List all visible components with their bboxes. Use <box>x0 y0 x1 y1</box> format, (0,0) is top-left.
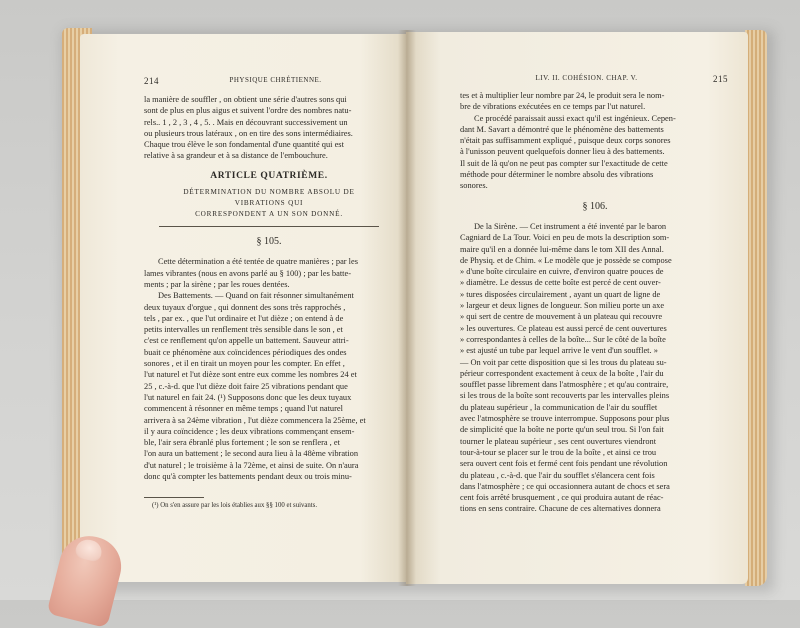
text-line: » les ouvertures. Ce plateau est aussi percé de cent ouvertures <box>460 323 667 333</box>
text-line: l'ut naturel et l'ut dièze sont entre eux comme les nombres 24 et <box>144 370 357 380</box>
text-line: du plateau , c.-à-d. que l'air du soufflet s'élancera cent fois <box>460 470 655 480</box>
text-line: d'ut naturel ; le troisième à la 72ème, et ainsi de suite. On n'aura <box>144 460 359 470</box>
text-line: sera ouvert cent fois et fermé cent fois pendant une révolution <box>460 459 668 469</box>
text-line: méthode pour déterminer le nombre absolu des vibrations <box>460 170 654 180</box>
text-line: tes et à multiplier leur nombre par 24, le produit sera le nom- <box>460 91 665 100</box>
article-title: ARTICLE QUATRIÈME. <box>210 170 328 181</box>
text-line: Il suit de là qu'on ne peut pas compter sur l'exactitude de cette <box>460 158 668 168</box>
footnote-rule <box>144 497 204 498</box>
article-subtitle <box>159 187 379 227</box>
page-edges-right <box>745 30 767 586</box>
text-line: du plateau supérieur , la communication de l'air du soufflet <box>460 402 658 412</box>
text-line: lames vibrantes (nous en avons parlé au § 100) ; par les batte- <box>144 268 351 278</box>
left-page <box>80 34 406 582</box>
text-line: Ce procédé paraissait aussi exact qu'il est ingénieux. Cepen- <box>474 113 676 123</box>
text-line: c'est ce renflement qu'on appelle un battement. Sauveur attri- <box>144 336 349 346</box>
subtitle-line: CORRESPONDENT A UN SON DONNÉ. <box>195 210 343 219</box>
footnote: (¹) On s'en assure par les lois établies aux §§ 100 et suivants. <box>152 502 318 509</box>
text-line: Cette détermination a été tentée de quatre manières ; par les <box>158 257 358 267</box>
text-line: l'ut naturel en fait 24. (¹) Supposons donc que les deux tuyaux <box>144 392 352 402</box>
text-line: ble, l'air sera ébranlé plus fortement ; le son se renflera , et <box>144 438 340 448</box>
text-line: tels , par ex. , que l'ut ordinaire et l'ut dièze ; on entend à de <box>144 313 344 323</box>
text-line: De la Sirène. — Cet instrument a été inventé par le baron <box>474 221 667 231</box>
text-line: sonores , et il en tirait un moyen pour les compter. En effet , <box>144 359 345 369</box>
section-number: § 105. <box>256 236 282 248</box>
left-running-title: PHYSIQUE CHRÉTIENNE. <box>229 76 322 84</box>
right-page <box>406 32 748 584</box>
text-line: » largeur et deux lignes de longueur. Son milieu porte un axe <box>460 301 665 311</box>
text-line: » est ajusté un tube par lequel arrive le vent d'un soufflet. » <box>460 346 658 356</box>
text-line: sont de plus en plus aigus et suivent l'ordre des nombres natu- <box>144 106 352 116</box>
text-line: 25 , c.-à-d. que l'ut dièze doit faire 25 vibrations pendant que <box>144 381 348 391</box>
text-line: donc qu'à compter les battements pendant deux ou trois minu- <box>144 472 352 482</box>
text-line: tour-à-tour se placer sur le trou de la boîte , et ainsi ce trou <box>460 447 657 457</box>
text-line: dans l'atmosphère ; ce qui occasionnera autant de chocs et sera <box>460 481 670 491</box>
text-line: — On voit par cette disposition que si les trous du plateau su- <box>460 357 667 367</box>
right-running-title: LIV. II. COHÉSION. CHAP. V. <box>535 74 638 82</box>
right-page-text <box>460 90 730 515</box>
right-page-number: 215 <box>712 74 728 84</box>
text-line: tourner le plateau supérieur , ses cent ouvertures viendront <box>460 436 657 446</box>
text-line: ments ; par la sirène ; par les roues dentées. <box>144 279 290 289</box>
text-line: » tures disposées circulairement , ayant un quart de ligne de <box>460 289 661 299</box>
left-running-head <box>144 76 392 86</box>
text-line: avec l'atmosphère se trouve interrompue. Supposons pour plus <box>460 414 670 424</box>
text-line: il y aura coïncidence ; les deux vibrations commençant ensem- <box>144 426 355 436</box>
left-page-text <box>144 94 394 482</box>
text-line: Des Battements. — Quand on fait résonner simultanément <box>158 291 354 301</box>
text-line: Chaque trou élève le son fondamental d'une quantité qui est <box>144 140 344 150</box>
text-line: de simplicité que la boîte ne porte qu'un seul trou. Si l'on fait <box>460 425 664 435</box>
book-gutter <box>398 30 416 586</box>
text-line: l'on aura un battement ; le second aura lieu à la 48ème vibration <box>144 449 359 459</box>
text-line: dant M. Savart a démontré que le phénomène des battements <box>460 124 664 134</box>
text-line: périeur correspondent exactement à ceux de la boîte , l'air du <box>460 368 664 378</box>
text-line: petits intervalles un renflement très sensible dans le son , et <box>144 325 343 335</box>
right-running-head <box>460 74 728 84</box>
text-line: si les trous de la boîte sont recouverts par les intervalles pleins <box>460 391 670 401</box>
text-line: » qui sert de centre de mouvement à un plateau qui recouvre <box>460 312 663 322</box>
text-line: n'était pas suffisamment expliqué , puisque deux corps sonores <box>460 136 671 146</box>
text-line: rels.. 1 , 2 , 3 , 4 , 5. . Mais en découvrant successivement un <box>144 117 348 127</box>
left-page-number: 214 <box>144 76 159 86</box>
text-line: soufflet passe librement dans l'atmosphère ; et qu'au contraire, <box>460 380 669 390</box>
subtitle-line: DÉTERMINATION DU NOMBRE ABSOLU DE VIBRATIONS QUI <box>183 188 355 208</box>
text-line: commencent à résonner en même temps ; quand l'ut naturel <box>144 404 343 414</box>
text-line: à l'unisson peuvent quelquefois donner lieu à des battements. <box>460 147 665 157</box>
text-line: tions en sens contraire. Chacune de ces alternatives donnera <box>460 504 661 514</box>
text-line: Cagniard de La Tour. Voici en peu de mots la description som- <box>460 233 670 243</box>
text-line: arrivera à sa 24ème vibration , l'ut dièze commencera la 25ème, et <box>144 415 366 425</box>
text-line: » correspondantes à celles de la boîte... Sur le côté de la boîte <box>460 334 666 344</box>
text-line: de Physiq. et de Chim. « Le modèle que je possède se compose <box>460 255 672 265</box>
section-number: § 106. <box>582 200 608 212</box>
text-line: sonores. <box>460 181 488 191</box>
text-line: » d'une boîte circulaire en cuivre, d'environ quatre pouces de <box>460 267 664 277</box>
text-line: la manière de souffler , on obtient une série d'autres sons qui <box>144 95 347 104</box>
text-line: » diamètre. Le dessus de cette boîte est percé de cent ouver- <box>460 278 661 288</box>
text-line: deux tuyaux d'orgue , qui donnent des sons très rapprochés , <box>144 302 346 312</box>
text-line: buait ce phénomène aux coïncidences périodiques des ondes <box>144 347 347 357</box>
text-line: relative à sa grandeur et à sa distance de l'embouchure. <box>144 151 328 161</box>
text-line: bre de vibrations exécutées en ce temps par l'ut naturel. <box>460 102 646 112</box>
text-line: maire qu'il en a donnée lui-même dans le tom XII des Annal. <box>460 244 664 254</box>
text-line: ou plusieurs trous latéraux , on en tire des sons intermédiaires. <box>144 128 353 138</box>
text-line: cent fois arrêté brusquement , ce qui produira autant de réac- <box>460 493 664 503</box>
